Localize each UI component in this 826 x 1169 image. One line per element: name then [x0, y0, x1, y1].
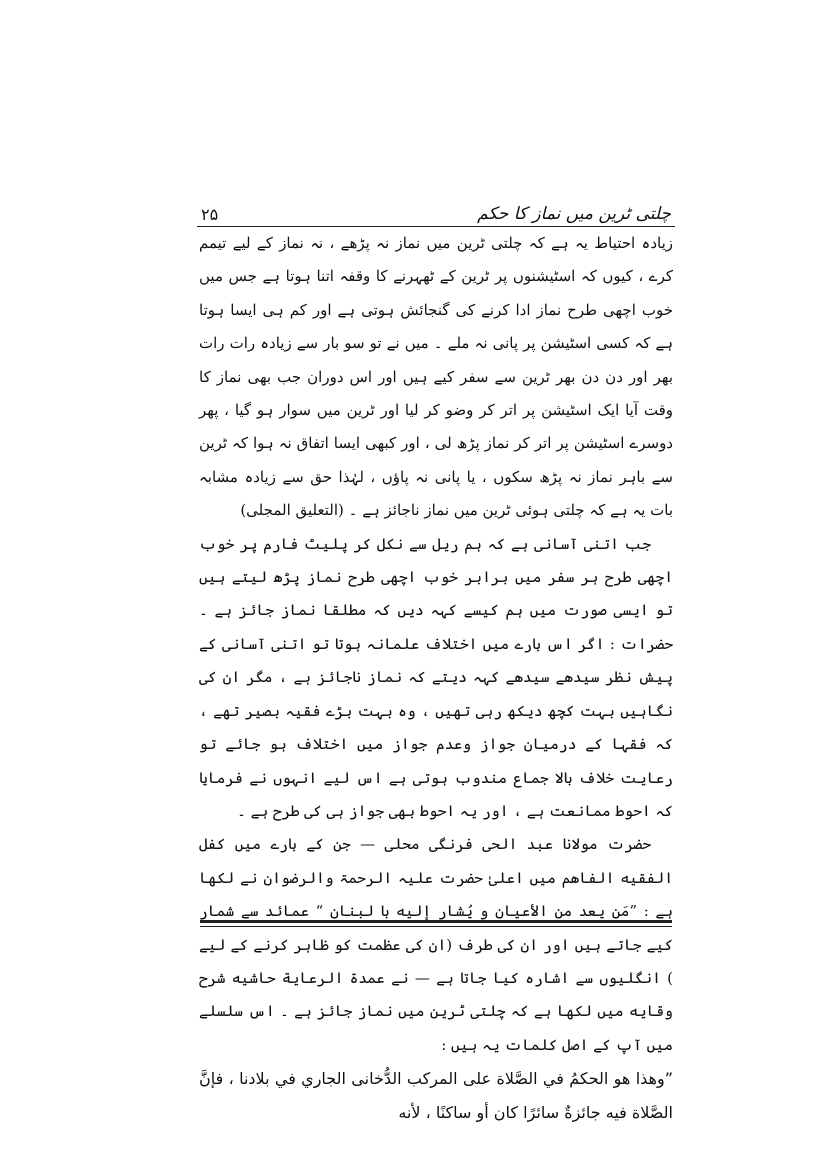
page-number: ۲۵: [201, 205, 219, 224]
arabic-quotation: ”وهذا هو الحكمُ في الصَّلاة على المركب الدُّخانى الجاري في بلادنا ، فإنَّ الصَّلاة فيه جائزةٌ سائرًا كان أو ساكنًا ، لأنه: [199, 1069, 673, 1122]
footer-rule-thin: [200, 926, 672, 927]
page-content: [197, 198, 675, 1129]
body-text: [197, 227, 675, 1129]
chapter-title: چلتی ٹرین میں نماز کا حکم: [477, 204, 671, 224]
running-header: [197, 198, 675, 224]
paragraph: جب اتنی آسانی ہے کہ ہم ریل سے نکل کر پلیٹ فارم پر خوب اچھی طرح ہر سفر میں برابر خوب اچھی طرح نماز پڑھ لیتے ہیں تو ایسی صورت میں ہم کیسے کہہ دیں کہ مطلقا نماز جائز ہے ۔ حضرات : اگر اس بارے میں اختلاف علمانہ ہوتا تو اتنی آسانی کے پیش نظر سیدھے سیدھے کہہ دیتے کہ نماز ناجائز ہے ، مگر ان کی نگاہیں بہت کچھ دیکھ رہی تھیں ، وہ بہت بڑے فقیہ بصیر تھے ، کہ فقہا کے درمیان جواز وعدم جواز میں اختلاف ہو جائے تو رعایت خلاف بالا جماع مندوب ہوتی ہے اس لیے انہوں نے فرمایا کہ احوط ممانعت ہے ، اور یہ احوط بھی جواز ہی کی طرح ہے ۔: [199, 534, 673, 820]
footer-rule-thick: [200, 920, 672, 923]
paragraph: حضرت مولانا عبد الحی فرنگی محلی — جن کے بارے میں کفل الفقيه الفاهم میں اعلیٰ حضرت علیہ الرحمۃ والرضوان نے لکھا ہے : ”مَن یعد من الأعیان و یُشار إلیه با لبنان “ عمائد سے شمار کیے جاتے ہیں اور ان کی طرف (ان کی عظمت کو ظاہر کرنے کے لیے ) انگلیوں سے اشارہ کیا جاتا ہے — نے عمدة الرعاية حاشيه شرح وقايه میں لکھا ہے کہ چلتی ٹرین میں نماز جائز ہے ۔ اس سلسلے میں آپ کے اصل کلمات یہ ہیں :: [199, 835, 673, 1054]
paragraph: زیادہ احتیاط یہ ہے کہ چلتی ٹرین میں نماز نہ پڑھے ، نہ نماز کے لیے تیمم کرے ، کیوں کہ اسٹیشنوں پر ٹرین کے ٹھہرنے کا وقفہ اتنا ہوتا ہے جس میں خوب اچھی طرح نماز ادا کرنے کی گنجائش ہوتی ہے اور کم ہی ایسا ہوتا ہے کہ کسی اسٹیشن پر پانی نہ ملے ۔ میں نے تو سو بار سے زیادہ رات رات بھر اور دن دن بھر ٹرین سے سفر کیے ہیں اور اس دوران جب بھی نماز کا وقت آیا ایک اسٹیشن پر اتر کر وضو کر لیا اور ٹرین میں سوار ہو گیا ، پھر دوسرے اسٹیشن پر اتر کر نماز پڑھ لی ، اور کبھی ایسا اتفاق نہ ہوا کہ ٹرین سے باہر نماز نہ پڑھ سکوں ، یا پانی نہ پاؤں ، لہٰذا حق سے زیادہ مشابہ بات یہ ہے کہ چلتی ہوئی ٹرین میں نماز ناجائز ہے ۔ (التعليق المجلى): [199, 234, 673, 520]
footer-double-rule: [200, 920, 672, 927]
